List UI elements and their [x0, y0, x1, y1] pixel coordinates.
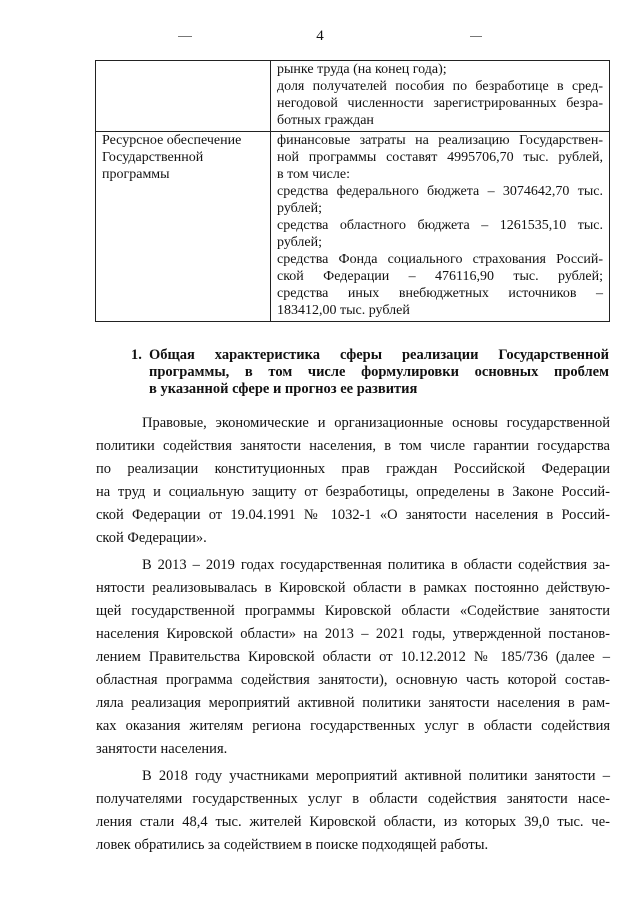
- paragraph-line: ской Федерации».: [96, 530, 207, 546]
- body-text: [96, 412, 610, 861]
- table-value-line: в том числе:: [277, 167, 350, 182]
- paragraph-line: областная программа содействия занятости), основную часть которой состав-: [96, 672, 610, 688]
- table-value-line: средства Фонда социального страхования Россий-: [277, 252, 603, 267]
- table-label-line: Ресурсное обеспечение: [102, 133, 242, 148]
- paragraph: [96, 765, 610, 857]
- paragraph-line: нятости реализовывалась в Кировской области в рамках постоянно действую-: [96, 580, 610, 596]
- table-label-line: Государственной: [102, 150, 204, 165]
- section-title: [149, 347, 609, 398]
- section-title-line: программы, в том числе формулировки основных проблем: [149, 364, 609, 380]
- table-value-line: доля получателей пособия по безработице в сред-: [277, 79, 603, 94]
- paragraph-line: лением Правительства Кировской области от 10.12.2012 № 185/736 (далее –: [96, 649, 610, 665]
- paragraph-line: ках оказания жителям региона государственных услуг в области содействия: [96, 718, 610, 734]
- table-value-line: рублей;: [277, 235, 322, 250]
- table-value-line: рублей;: [277, 201, 322, 216]
- paragraph-line: ловек обратились за содействием в поиске подходящей работы.: [96, 837, 489, 853]
- paragraph-line: В 2013 – 2019 годах государственная политика в области содействия за-: [142, 557, 610, 573]
- section-heading: [131, 347, 609, 398]
- table-value-line: средства областного бюджета – 1261535,10 тыс.: [277, 218, 603, 233]
- table-value-cell: [271, 61, 610, 132]
- paragraph-line: на труд и социальную защиту от безработицы, определены в Законе Россий-: [96, 484, 610, 500]
- table-value-line: финансовые затраты на реализацию Государствен-: [277, 133, 603, 148]
- paragraph-line: политики содействия занятости населения, в том числе гарантии государства: [96, 438, 610, 454]
- table-value-line: рынке труда (на конец года);: [277, 62, 447, 77]
- table-value-line: ской Федерации – 476116,90 тыс. рублей;: [277, 269, 603, 284]
- section-title-line: Общая характеристика сферы реализации Государственной: [149, 347, 609, 363]
- paragraph: [96, 412, 610, 550]
- table-label-line: программы: [102, 167, 170, 182]
- paragraph-line: В 2018 году участниками мероприятий активной политики занятости –: [142, 768, 610, 784]
- scan-mark-left: [178, 36, 192, 37]
- scan-mark-right: [470, 36, 482, 37]
- table-row: [96, 61, 610, 132]
- table-label-cell: [96, 61, 271, 132]
- page-number: 4: [316, 28, 324, 44]
- table-value-line: 183412,00 тыс. рублей: [277, 303, 410, 318]
- paragraph-line: ской Федерации от 19.04.1991 № 1032-1 «О занятости населения в Россий-: [96, 507, 610, 523]
- table-row: [96, 132, 610, 322]
- paragraph-line: щей государственной программы Кировской области «Содействие занятости: [96, 603, 610, 619]
- program-passport-table: [95, 60, 610, 322]
- section-number: 1.: [131, 347, 142, 363]
- paragraph-line: населения Кировской области» на 2013 – 2021 годы, утвержденной постанов-: [96, 626, 610, 642]
- paragraph-line: ляла реализация мероприятий активной политики занятости населения в рам-: [96, 695, 610, 711]
- table-value-line: ботных граждан: [277, 113, 374, 128]
- paragraph-line: по реализации конституционных прав граждан Российской Федерации: [96, 461, 610, 477]
- table-value-line: негодовой численности зарегистрированных безра-: [277, 96, 603, 111]
- paragraph-line: получателями государственных услуг в области содействия занятости насе-: [96, 791, 610, 807]
- section-title-line: в указанной сфере и прогноз ее развития: [149, 381, 418, 397]
- table-value-line: средства иных внебюджетных источников –: [277, 286, 603, 301]
- table-label-cell: [96, 132, 271, 322]
- paragraph-line: занятости населения.: [96, 741, 228, 757]
- table-value-cell: [271, 132, 610, 322]
- table-value-line: ной программы составят 4995706,70 тыс. рублей,: [277, 150, 603, 165]
- paragraph-line: ления стали 48,4 тыс. жителей Кировской области, из которых 39,0 тыс. че-: [96, 814, 610, 830]
- paragraph: [96, 554, 610, 761]
- table-value-line: средства федерального бюджета – 3074642,70 тыс.: [277, 184, 603, 199]
- paragraph-line: Правовые, экономические и организационные основы государственной: [142, 415, 610, 431]
